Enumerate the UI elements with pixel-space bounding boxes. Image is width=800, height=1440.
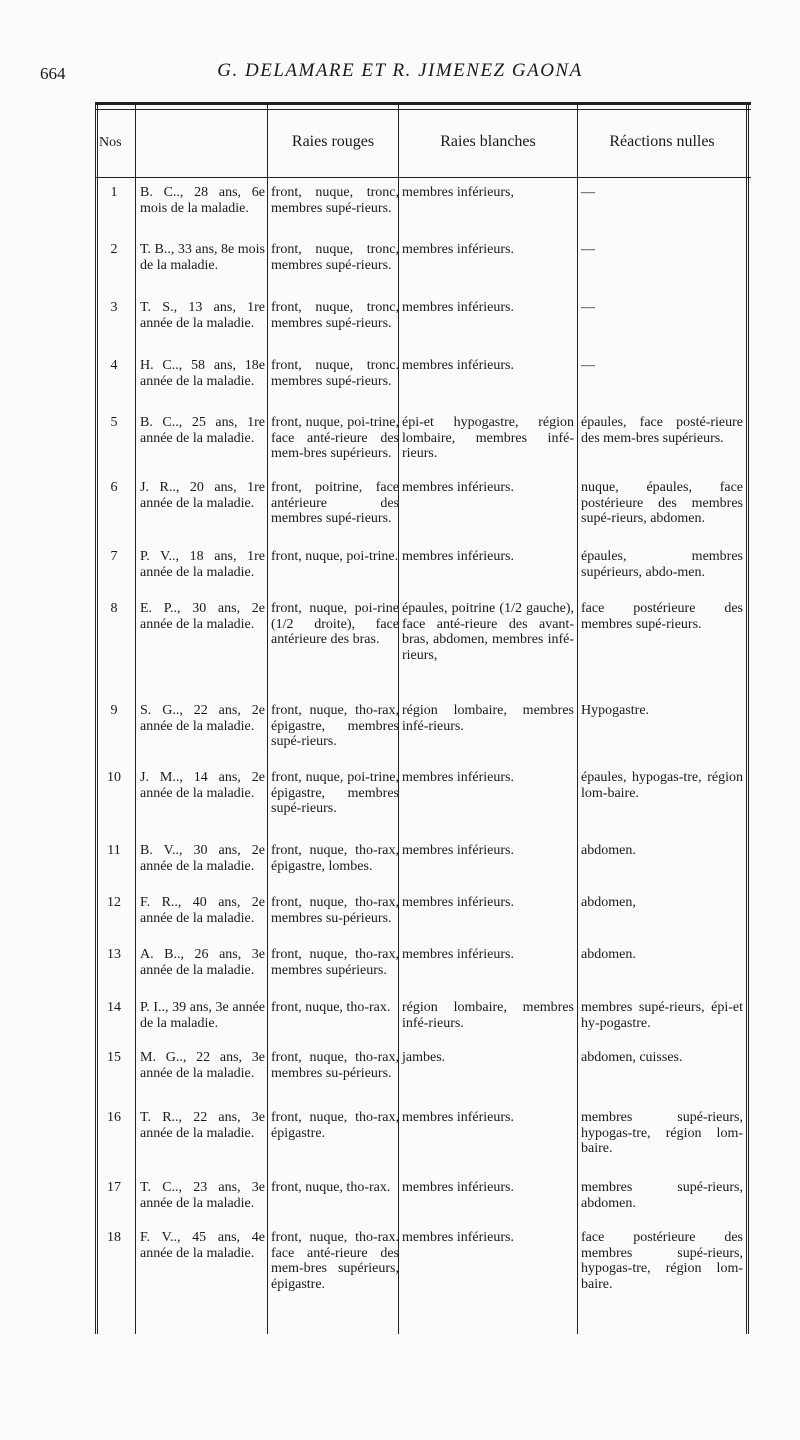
row-number: 10 [107,770,121,785]
patient-cell: H. C.., 58 ans, 18e année de la maladie. [140,358,265,389]
raies-rouges-cell: front, nuque, poi-trine. [271,549,399,564]
raies-rouges-cell: front, nuque, tho-rax. face anté-rieure des mem-bres supérieurs, épigastre. [271,1230,399,1292]
row-number: 12 [107,895,121,910]
raies-blanches-cell: région lombaire, membres infé-rieurs. [402,703,574,734]
raies-blanches-cell: membres inférieurs. [402,947,514,962]
reactions-nulles-cell: membres supé-rieurs, hypogas-tre, région lom-baire. [581,1110,743,1156]
patient-cell: P. I.., 39 ans, 3e année de la maladie. [140,1000,265,1031]
raies-blanches-cell: épaules, poitrine (1/2 gauche), face anté-rieure des avant-bras, abdomen, membres infé-rieurs, [402,601,574,663]
raies-rouges-cell: front, nuque, tho-rax, épigastre, membres supé-rieurs. [271,703,399,749]
column-divider [577,105,578,1334]
reactions-nulles-cell: épaules, membres supérieurs, abdo-men. [581,549,743,580]
column-header-raies-blanches: Raies blanches [440,133,536,150]
raies-rouges-cell: front, nuque, tronc. membres supé-rieurs. [271,358,399,389]
patient-cell: B. V.., 30 ans, 2e année de la maladie. [140,843,265,874]
reactions-nulles-cell: — [581,242,595,257]
reactions-nulles-cell: nuque, épaules, face postérieure des membres supé-rieurs, abdomen. [581,480,743,526]
row-number: 17 [107,1180,121,1195]
raies-blanches-cell: membres inférieurs. [402,358,514,373]
patient-cell: B. C.., 28 ans, 6e mois de la maladie. [140,185,265,216]
column-header-nos: Nos [99,135,122,150]
raies-blanches-cell: membres inférieurs. [402,549,514,564]
column-header-reactions-nulles: Réactions nulles [609,133,715,150]
reactions-nulles-cell: membres supé-rieurs, épi-et hy-pogastre. [581,1000,743,1031]
raies-rouges-cell: front, nuque, tho-rax, épigastre, lombes. [271,843,399,874]
row-number: 9 [110,703,118,718]
page-header [0,0,800,100]
patient-cell: A. B.., 26 ans, 3e année de la maladie. [140,947,265,978]
patient-cell: S. G.., 22 ans, 2e année de la maladie. [140,703,265,734]
raies-rouges-cell: front, nuque, tho-rax, membres su-périeurs. [271,895,399,926]
raies-rouges-cell: front, nuque, tho-rax, membres supérieurs. [271,947,399,978]
reactions-nulles-cell: épaules, hypogas-tre, région lom-baire. [581,770,743,801]
row-number: 6 [110,480,118,495]
raies-blanches-cell: membres inférieurs. [402,843,514,858]
raies-blanches-cell: épi-et hypogastre, région lombaire, membres infé-rieurs. [402,415,574,461]
patient-cell: J. R.., 20 ans, 1re année de la maladie. [140,480,265,511]
reactions-nulles-cell: face postérieure des membres supé-rieurs, hypogas-tre, région lom-baire. [581,1230,743,1292]
raies-rouges-cell: front, poitrine, face antérieure des membres supé-rieurs. [271,480,399,526]
row-number: 14 [107,1000,121,1015]
patient-cell: B. C.., 25 ans, 1re année de la maladie. [140,415,265,446]
raies-blanches-cell: membres inférieurs, [402,185,514,200]
reactions-nulles-cell: abdomen, [581,895,636,910]
patient-cell: P. V.., 18 ans, 1re année de la maladie. [140,549,265,580]
reactions-nulles-cell: épaules, face posté-rieure des mem-bres supérieurs. [581,415,743,446]
raies-rouges-cell: front, nuque, poi-trine, épigastre, membres supé-rieurs. [271,770,399,816]
patient-cell: E. P.., 30 ans, 2e année de la maladie. [140,601,265,632]
column-header-raies-rouges: Raies rouges [291,133,375,150]
patient-cell: T. R.., 22 ans, 3e année de la maladie. [140,1110,265,1141]
row-number: 13 [107,947,121,962]
raies-rouges-cell: front, nuque, tho-rax. [271,1000,391,1015]
raies-rouges-cell: front, nuque, tho-rax. [271,1180,391,1195]
row-number: 2 [110,242,118,257]
row-number: 18 [107,1230,121,1245]
table-border-right [746,105,749,1334]
reactions-nulles-cell: abdomen, cuisses. [581,1050,683,1065]
reactions-nulles-cell: face postérieure des membres supé-rieurs. [581,601,743,632]
raies-blanches-cell: membres inférieurs. [402,895,514,910]
data-table [95,102,751,1334]
raies-blanches-cell: jambes. [402,1050,446,1065]
row-number: 11 [107,843,121,858]
reactions-nulles-cell: Hypogastre. [581,703,650,718]
column-divider [135,105,136,1334]
patient-cell: M. G.., 22 ans, 3e année de la maladie. [140,1050,265,1081]
row-number: 3 [110,300,118,315]
row-number: 4 [110,358,118,373]
reactions-nulles-cell: — [581,300,595,315]
raies-rouges-cell: front, nuque, poi-trine, face anté-rieure des mem-bres supérieurs. [271,415,399,461]
page-number: 664 [40,64,66,83]
reactions-nulles-cell: — [581,185,595,200]
patient-cell: F. V.., 45 ans, 4e année de la maladie. [140,1230,265,1261]
column-divider [267,105,268,1334]
table-border-left [95,105,98,1334]
raies-rouges-cell: front, nuque, tho-rax, membres su-périeurs. [271,1050,399,1081]
raies-rouges-cell: front, nuque, tronc, membres supé-rieurs. [271,185,399,216]
header-rule [95,177,751,178]
raies-blanches-cell: membres inférieurs. [402,480,514,495]
row-number: 7 [110,549,118,564]
reactions-nulles-cell: membres supé-rieurs, abdomen. [581,1180,743,1211]
raies-blanches-cell: membres inférieurs. [402,300,514,315]
patient-cell: T. C.., 23 ans, 3e année de la maladie. [140,1180,265,1211]
reactions-nulles-cell: — [581,358,595,373]
patient-cell: T. B.., 33 ans, 8e mois de la maladie. [140,242,265,273]
row-number: 16 [107,1110,121,1125]
running-head: G. DELAMARE ET R. JIMENEZ GAONA [217,60,583,81]
raies-blanches-cell: membres inférieurs. [402,1230,514,1245]
raies-blanches-cell: membres inférieurs. [402,1110,514,1125]
patient-cell: J. M.., 14 ans, 2e année de la maladie. [140,770,265,801]
reactions-nulles-cell: abdomen. [581,947,636,962]
row-number: 1 [110,185,118,200]
raies-rouges-cell: front, nuque, tho-rax, épigastre. [271,1110,399,1141]
reactions-nulles-cell: abdomen. [581,843,636,858]
row-number: 15 [107,1050,121,1065]
raies-blanches-cell: membres inférieurs. [402,242,514,257]
row-number: 8 [110,601,118,616]
raies-blanches-cell: membres inférieurs. [402,1180,514,1195]
raies-blanches-cell: membres inférieurs. [402,770,514,785]
patient-cell: T. S., 13 ans, 1re année de la maladie. [140,300,265,331]
raies-rouges-cell: front, nuque, tronc, membres supé-rieurs. [271,300,399,331]
raies-rouges-cell: front, nuque, tronc, membres supé-rieurs. [271,242,399,273]
row-number: 5 [110,415,118,430]
patient-cell: F. R.., 40 ans, 2e année de la maladie. [140,895,265,926]
raies-blanches-cell: région lombaire, membres infé-rieurs. [402,1000,574,1031]
raies-rouges-cell: front, nuque, poi-rine (1/2 droite), face antérieure des bras. [271,601,399,647]
